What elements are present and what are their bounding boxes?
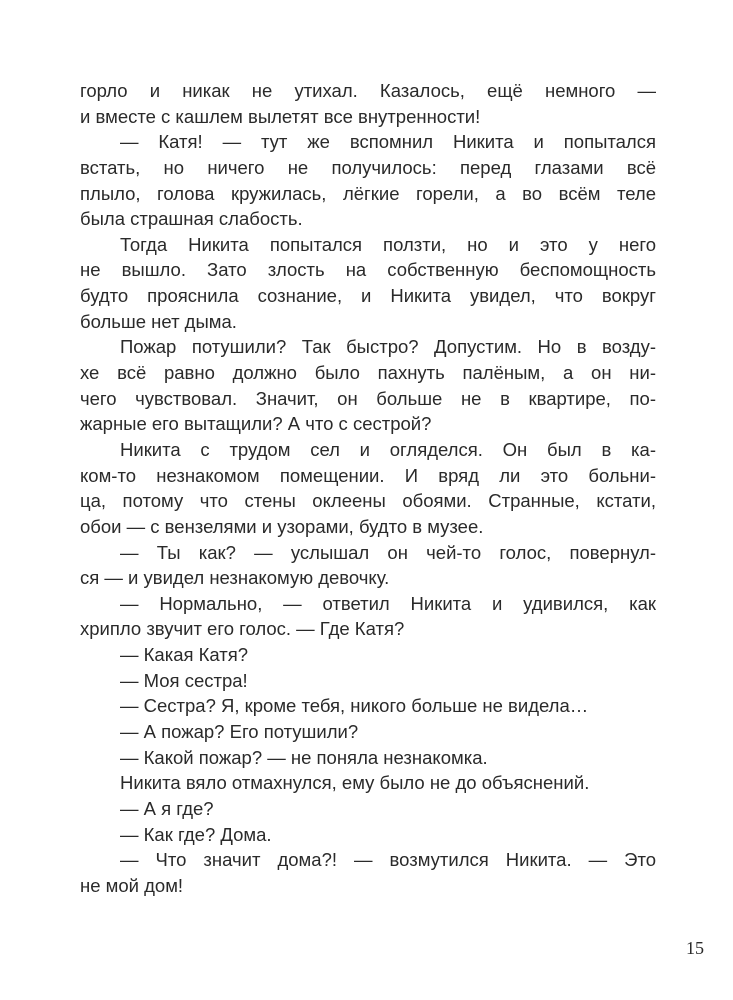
paragraph — [80, 668, 656, 694]
text-line: — Какая Катя? — [120, 644, 249, 666]
paragraph — [80, 822, 656, 848]
paragraph — [80, 693, 656, 719]
text-line: — Как где? Дома. — [120, 823, 272, 845]
page-number: 15 — [686, 938, 704, 958]
paragraph — [80, 232, 656, 335]
paragraph — [80, 847, 656, 898]
text-line: горло и никак не утихал. Казалось, ещё немного — — [80, 80, 656, 101]
text-line: — Какой пожар? — не поняла незнакомка. — [120, 746, 488, 768]
text-line: — Что значит дома?! — возмутился Никита. — Это — [120, 849, 656, 871]
text-line: не мой дом! — [80, 874, 184, 896]
text-line: хрипло звучит его голос. — Где Катя? — [80, 618, 405, 640]
text-line: — Ты как? — услышал он чей-то голос, повернул- — [120, 541, 656, 563]
text-line: Никита вяло отмахнулся, ему было не до объяснений. — [120, 772, 590, 794]
text-line: Тогда Никита попытался ползти, но и это у него — [120, 233, 656, 255]
text-line: ца, потому что стены оклеены обоями. Странные, кстати, — [80, 490, 656, 512]
paragraph — [80, 540, 656, 591]
text-line: встать, но ничего не получилось: перед глазами всё — [80, 156, 656, 178]
text-line: — Моя сестра! — [120, 669, 248, 691]
text-line: будто прояснила сознание, и Никита увидел, что вокруг — [80, 285, 656, 307]
text-line: и вместе с кашлем вылетят все внутренности! — [80, 105, 481, 127]
text-line: — А пожар? Его потушили? — [120, 721, 359, 743]
paragraph — [80, 334, 656, 437]
text-line: больше нет дыма. — [80, 310, 237, 332]
paragraph — [80, 770, 656, 796]
text-line: — Нормально, — ответил Никита и удивился, как — [120, 592, 656, 614]
text-line: не вышло. Зато злость на собственную беспомощность — [80, 259, 656, 281]
paragraph — [80, 591, 656, 642]
paragraph — [80, 437, 656, 540]
text-line: была страшная слабость. — [80, 208, 303, 230]
text-line: — А я где? — [120, 797, 214, 819]
text-line: — Сестра? Я, кроме тебя, никого больше не видела… — [120, 695, 589, 717]
paragraph — [80, 796, 656, 822]
text-line: Пожар потушили? Так быстро? Допустим. Но в возду- — [120, 336, 656, 358]
text-line: плыло, голова кружилась, лёгкие горели, а во всём теле — [80, 182, 656, 204]
body-text — [80, 78, 656, 899]
text-line: — Катя! — тут же вспомнил Никита и попытался — [120, 131, 656, 153]
paragraph — [80, 129, 656, 232]
text-line: хе всё равно должно было пахнуть палёным, а он ни- — [80, 362, 656, 384]
text-line: ком-то незнакомом помещении. И вряд ли это больни- — [80, 464, 656, 486]
text-line: чего чувствовал. Значит, он больше не в квартире, по- — [80, 387, 656, 409]
paragraph — [80, 642, 656, 668]
text-line: жарные его вытащили? А что с сестрой? — [80, 413, 432, 435]
paragraph — [80, 78, 656, 129]
paragraph — [80, 719, 656, 745]
text-line: обои — с вензелями и узорами, будто в музее. — [80, 515, 484, 537]
paragraph — [80, 745, 656, 771]
text-line: Никита с трудом сел и огляделся. Он был в ка- — [120, 438, 656, 460]
text-line: ся — и увидел незнакомую девочку. — [80, 567, 390, 589]
